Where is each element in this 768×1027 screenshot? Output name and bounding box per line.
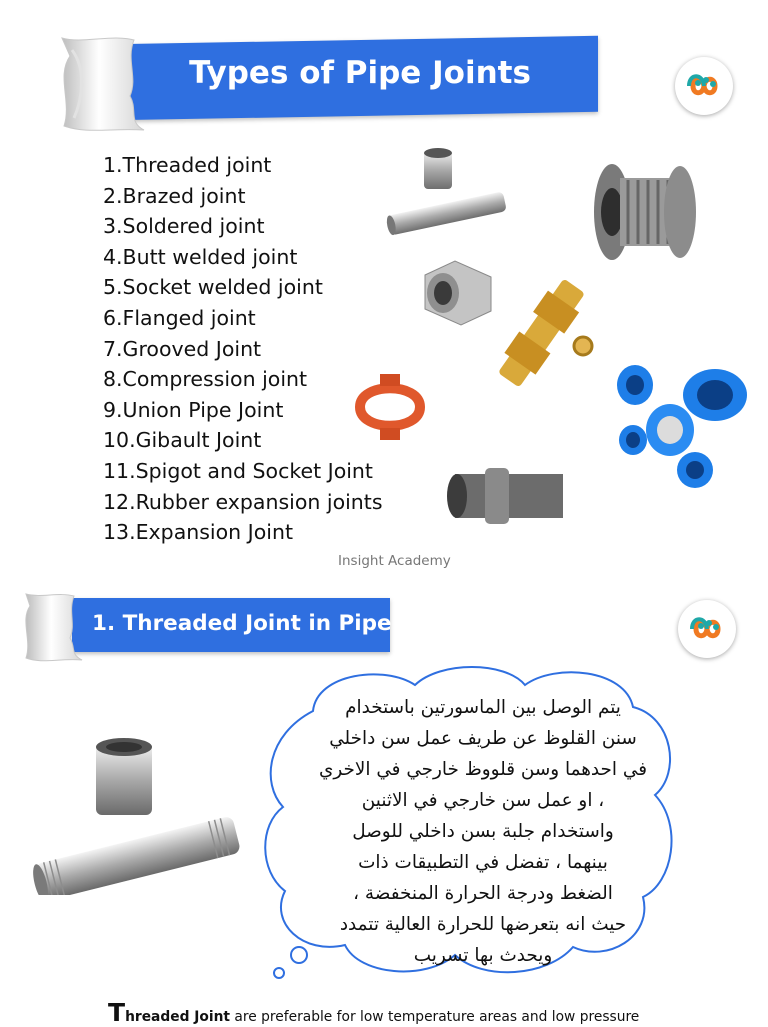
joint-types-list (103, 150, 383, 548)
list-item: 8.Compression joint (103, 367, 308, 392)
threaded-pipe-image (30, 735, 245, 895)
arabic-description (288, 692, 678, 971)
list-item: 6.Flanged joint (103, 305, 256, 330)
grooved-joint-image (350, 372, 430, 442)
spigot-socket-image (445, 460, 565, 532)
list-item: 7.Grooved Joint (103, 336, 262, 361)
text-line: ، او عمل سن خارجي في الاثنين (361, 790, 605, 811)
list-item: 4.Butt welded joint (103, 244, 298, 269)
academy-logo-icon (675, 57, 733, 115)
list-item: 5.Socket welded joint (103, 275, 323, 300)
section-title: 1. Threaded Joint in Pipe (92, 611, 392, 636)
page-curl-icon (52, 30, 162, 135)
threaded-joint-image (384, 145, 514, 240)
compression-joint-image (485, 272, 600, 397)
credit-label: Insight Academy (338, 553, 451, 569)
text-line: حيث انه بتعرضها للحرارة العالية تتمدد (339, 914, 627, 935)
page-title: Types of Pipe Joints (189, 55, 531, 91)
list-item: 3.Soldered joint (103, 214, 265, 239)
list-item: 2.Brazed joint (103, 183, 246, 208)
text-line: واستخدام جلبة بسن داخلي للوصل (352, 821, 614, 842)
academy-logo-icon (678, 600, 736, 658)
text-line: في احدهما وسن قلووظ خارجي في الاخري (319, 759, 647, 780)
text-line: ويحدث بها تسريب (413, 945, 553, 966)
list-item: 12.Rubber expansion joints (103, 489, 383, 514)
gibault-joint-image (605, 355, 755, 495)
footer-bold: hreaded Joint (125, 1009, 231, 1025)
list-item: 1.Threaded joint (103, 153, 272, 177)
list-item: 13.Expansion Joint (103, 520, 293, 545)
text-line: سنن القلوظ عن طريف عمل سن داخلي (329, 728, 637, 749)
page-curl-icon (18, 588, 92, 664)
list-item: 9.Union Pipe Joint (103, 397, 284, 422)
list-item: 11.Spigot and Socket Joint (103, 458, 373, 483)
footer-text: are preferable for low temperature areas and low pressure (230, 1009, 640, 1025)
expansion-joint-image (590, 160, 700, 265)
footer-note (108, 998, 639, 1027)
text-line: يتم الوصل بين الماسورتين باستخدام (345, 697, 621, 718)
text-line: الضغط ودرجة الحرارة المنخفضة ، (353, 883, 613, 904)
list-item: 10.Gibault Joint (103, 428, 262, 453)
footer-initial: T (108, 998, 126, 1027)
text-line: بينهما ، تفضل في التطبيقات ذات (358, 852, 608, 873)
